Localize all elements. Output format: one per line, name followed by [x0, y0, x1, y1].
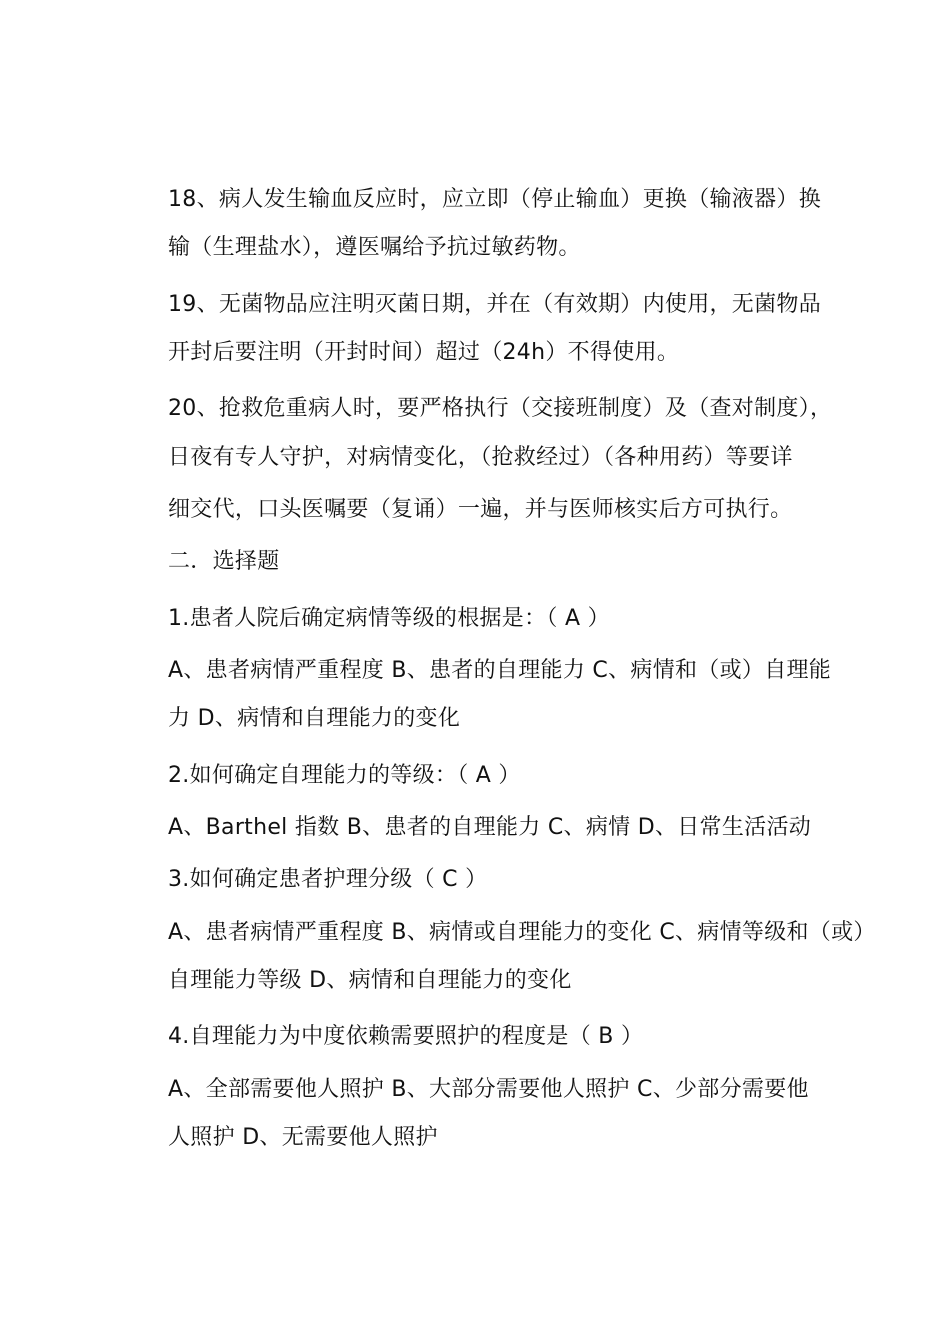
mc1-options-2: 力 D、病情和自理能力的变化	[168, 706, 461, 731]
q18-line-2: 输（生理盐水），遵医嘱给予抗过敏药物。	[168, 235, 581, 260]
mc1-question: 1.患者人院后确定病情等级的根据是：（ A ）	[168, 606, 610, 631]
section-heading: 二．选择题	[168, 549, 280, 574]
mc3-options-1: A、患者病情严重程度 B、病情或自理能力的变化 C、病情等级和（或）	[168, 920, 876, 945]
mc4-options-1: A、全部需要他人照护 B、大部分需要他人照护 C、少部分需要他	[168, 1077, 809, 1102]
q20-line-1: 20、抢救危重病人时，要严格执行（交接班制度）及（查对制度），	[168, 396, 833, 421]
mc4-options-2: 人照护 D、无需要他人照护	[168, 1125, 438, 1150]
mc2-question: 2.如何确定自理能力的等级：（ A ）	[168, 763, 521, 788]
mc1-options-1: A、患者病情严重程度 B、患者的自理能力 C、病情和（或）自理能	[168, 658, 832, 683]
q20-line-3: 细交代，口头医嘱要（复诵）一遍，并与医师核实后方可执行。	[168, 497, 793, 522]
mc2-options: A、Barthel 指数 B、患者的自理能力 C、病情 D、日常生活活动	[168, 815, 812, 840]
q18-line-1: 18、病人发生输血反应时，应立即（停止输血）更换（输液器）换	[168, 187, 821, 212]
q19-line-1: 19、无菌物品应注明灭菌日期，并在（有效期）内使用，无菌物品	[168, 292, 821, 317]
mc3-options-2: 自理能力等级 D、病情和自理能力的变化	[168, 968, 572, 993]
q19-line-2: 开封后要注明（开封时间）超过（24h）不得使用。	[168, 340, 680, 365]
q20-line-2: 日夜有专人守护，对病情变化，（抢救经过）（各种用药）等要详	[168, 445, 793, 470]
mc4-question: 4.自理能力为中度依赖需要照护的程度是（ B ）	[168, 1024, 644, 1049]
mc3-question: 3.如何确定患者护理分级（ C ）	[168, 867, 488, 892]
